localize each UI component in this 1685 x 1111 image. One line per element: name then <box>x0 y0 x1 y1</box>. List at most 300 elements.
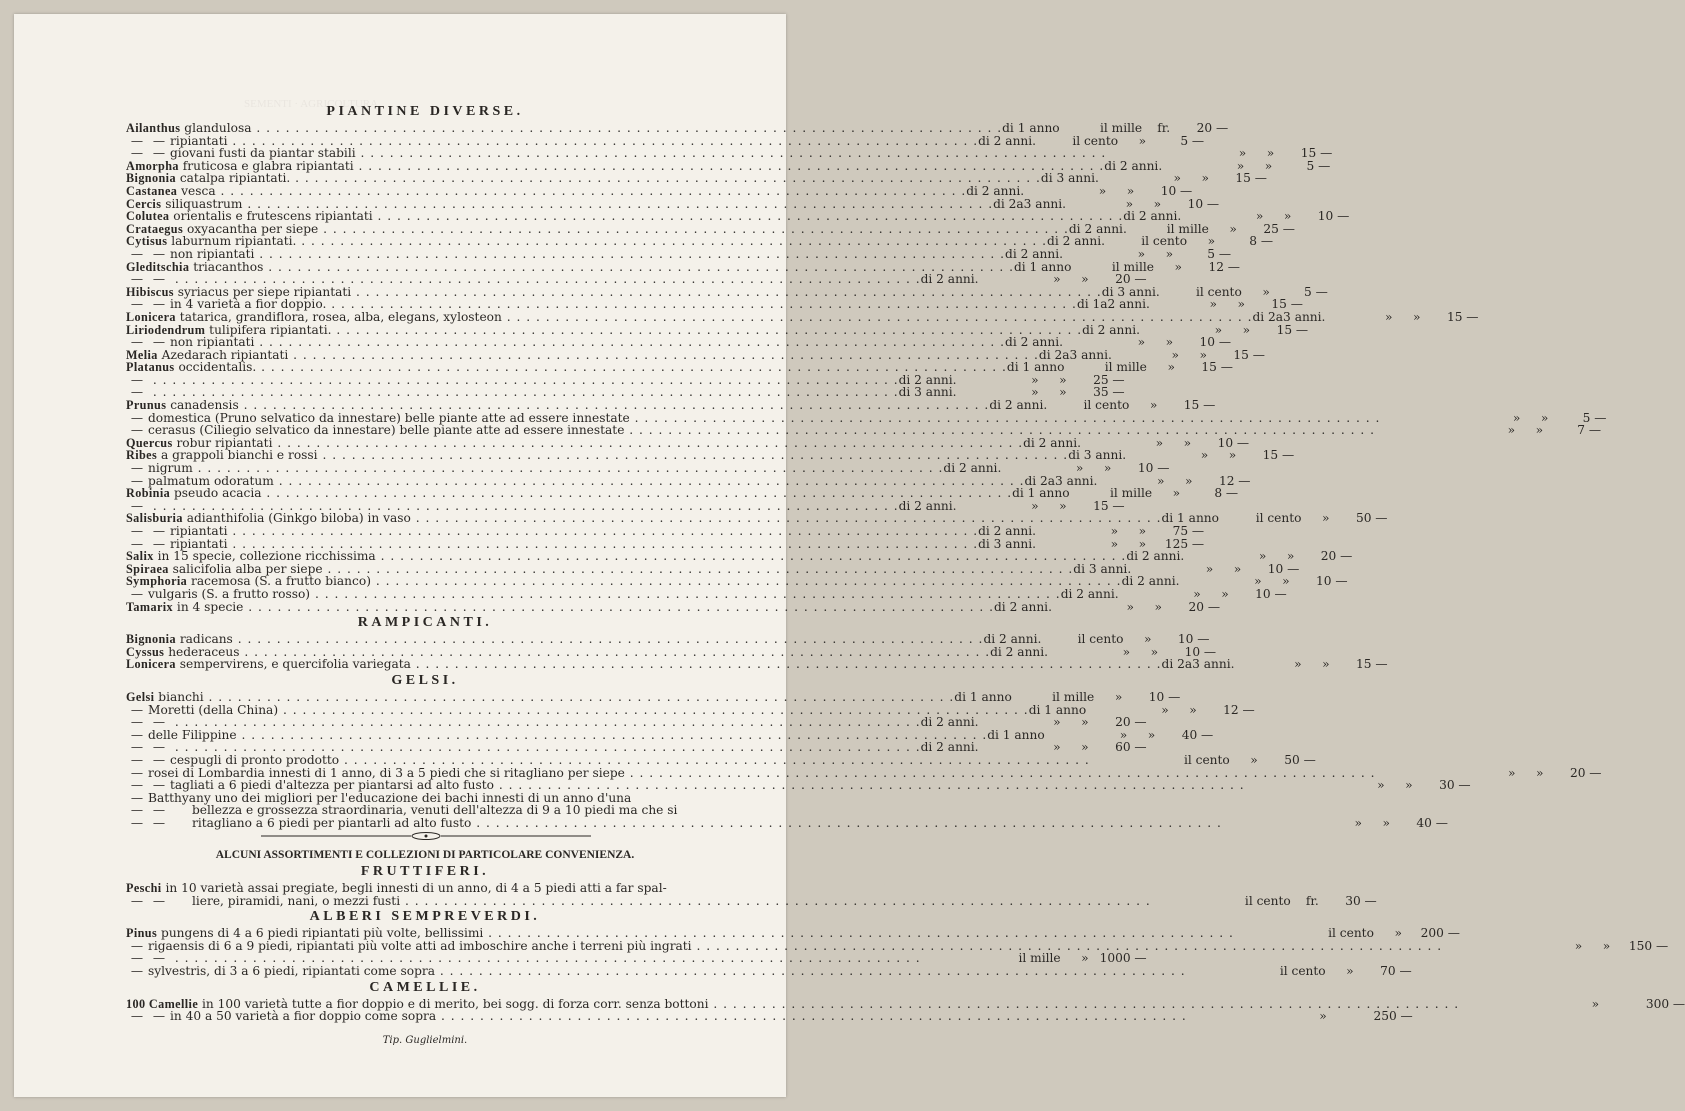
item-price: 10 <box>1317 209 1334 224</box>
item-text: sylvestris, di 3 a 6 piedi, ripiantati come sopra <box>148 964 436 979</box>
ditto-dash: — <box>130 765 144 780</box>
genus-name: Quercus <box>126 435 173 450</box>
price-dash: — <box>1157 461 1170 476</box>
item-text: in 100 varietà tutte a fior doppio e di merito, bei sogg. di forza corr. senza bottoni <box>202 996 709 1011</box>
item-text: canadensis <box>170 398 239 413</box>
item-age: di 1 anno <box>954 689 1012 704</box>
price-dash: — <box>1238 473 1251 488</box>
item-text: vulgaris (S. a frutto rosso) <box>148 586 311 601</box>
item-quantity: » <box>1075 461 1084 476</box>
price-dash: — <box>1594 410 1607 425</box>
item-price: 7 <box>1577 423 1586 438</box>
item-price: 200 <box>1420 926 1444 941</box>
item-currency: » <box>1346 964 1354 979</box>
item-price: 25 <box>1263 221 1279 236</box>
genus-name: Cytisus <box>126 234 168 249</box>
item-age: di 2 anni. <box>1005 246 1063 261</box>
item-quantity: » <box>1031 498 1039 513</box>
item-currency: » <box>1602 938 1611 953</box>
item-quantity: » <box>1238 146 1247 161</box>
item-description <box>126 895 1151 908</box>
item-currency: » <box>1394 926 1402 941</box>
item-currency: » <box>1059 498 1067 513</box>
item-price: 5 <box>1304 284 1312 299</box>
item-price: 10 <box>1255 586 1271 601</box>
price-dash: — <box>1320 146 1333 161</box>
price-dash: — <box>1112 385 1125 400</box>
item-text: oxyacantha per siepe <box>186 221 319 236</box>
price-dash: — <box>1134 740 1147 755</box>
item-text: in 4 varietà a fior doppio. <box>170 297 327 312</box>
ditto-dash: — <box>130 498 144 513</box>
item-price: 20 <box>1196 121 1213 135</box>
item-quantity: » <box>1236 158 1245 173</box>
item-text: pseudo acacia <box>174 486 262 501</box>
item-currency: » <box>1264 158 1273 173</box>
item-age: di 2 anni. <box>983 632 1042 647</box>
price-dash: — <box>1207 599 1220 614</box>
item-text: ripiantati <box>170 133 228 148</box>
genus-name: Castanea <box>126 183 178 198</box>
item-text: ripiantati <box>170 524 228 538</box>
price-dash: — <box>1340 549 1353 564</box>
item-quantity: il cento <box>1183 752 1230 767</box>
item-quantity: il mille <box>1111 259 1154 274</box>
item-text: triacanthos <box>193 259 264 274</box>
item-text: tulipifera ripiantati. <box>209 322 332 337</box>
item-text: palmatum odoratum <box>148 473 274 488</box>
item-price: 10 <box>1199 335 1216 350</box>
item-price: 300 <box>1645 996 1670 1011</box>
ditto-dash: — <box>152 146 166 161</box>
item-price: 1000 <box>1099 951 1131 966</box>
genus-name: Ailanthus <box>126 121 181 135</box>
section-title-fruttiferi: FRUTTIFERI. <box>360 864 490 880</box>
item-age: di 2 anni. <box>1082 322 1141 337</box>
item-quantity: » <box>1053 272 1061 287</box>
item-quantity: » <box>1507 765 1516 780</box>
price-dash: — <box>1303 752 1316 767</box>
item-age: di 1 anno <box>1013 259 1072 274</box>
section-fruttiferi <box>126 881 1377 908</box>
item-quantity: il cento <box>1196 284 1242 299</box>
ditto-dash: — <box>152 297 166 312</box>
item-currency: » <box>1233 561 1242 576</box>
item-price: 15 <box>1201 360 1217 375</box>
price-dash: — <box>1282 448 1295 463</box>
item-quantity: » <box>1110 524 1119 538</box>
item-quantity: » <box>1125 196 1134 211</box>
item-age: di 3 anni. <box>898 385 957 400</box>
genus-name: Symphoria <box>126 574 188 589</box>
item-quantity: il cento <box>1255 511 1302 526</box>
item-price: 60 <box>1115 740 1131 755</box>
ditto-dash: — <box>130 715 144 730</box>
ditto-dash: — <box>130 246 144 261</box>
ditto-dash: — <box>152 752 166 767</box>
item-age: di 2 anni. <box>1126 549 1185 564</box>
item-age: di 1a2 anni. <box>1076 297 1150 312</box>
genus-name: Ribes <box>126 448 158 463</box>
item-price: 50 <box>1284 752 1300 767</box>
price-dash: — <box>1180 183 1193 198</box>
ditto-dash: — <box>130 473 144 488</box>
item-age: di 2 anni. <box>1068 221 1127 236</box>
item-text: nigrum <box>148 461 193 476</box>
genus-name: Platanus <box>126 360 175 375</box>
item-currency: » <box>1183 435 1192 450</box>
genus-name: Melia <box>126 347 158 362</box>
ornamental-rule-icon <box>261 831 591 841</box>
item-quantity: » <box>1255 209 1264 224</box>
item-age: di 2 anni. <box>978 524 1037 538</box>
item-quantity: » <box>1156 473 1165 488</box>
item-text: liere, piramidi, nani, o mezzi fusti <box>192 893 401 908</box>
item-description <box>126 633 983 646</box>
item-quantity: » <box>1385 309 1393 324</box>
ditto-dash: — <box>152 715 166 730</box>
item-quantity: » <box>1122 644 1131 659</box>
genus-name: 100 Camellie <box>126 996 199 1011</box>
item-text: in 4 specie <box>176 599 244 614</box>
item-age: di 2 anni. <box>989 398 1048 413</box>
genus-name: Bignonia <box>126 632 176 647</box>
item-text: Moretti (della China) <box>148 702 279 717</box>
item-price: 70 <box>1380 964 1396 979</box>
price-dash: — <box>1220 360 1233 375</box>
item-text: radicans <box>179 632 233 647</box>
ditto-dash: — <box>130 893 144 908</box>
price-dash: — <box>1295 322 1309 337</box>
item-currency: » <box>1262 284 1270 299</box>
item-text: tatarica, grandiflora, rosea, alba, elegans, xylosteon <box>179 309 502 324</box>
item-price: 8 <box>1249 234 1258 249</box>
item-quantity: » <box>1173 171 1181 186</box>
price-dash: — <box>1236 435 1250 450</box>
item-currency: » <box>1059 372 1067 387</box>
ditto-dash: — <box>130 536 144 551</box>
item-quantity: il mille <box>1052 689 1095 704</box>
genus-name: Crataegus <box>126 221 184 236</box>
item-price: 125 <box>1164 536 1189 551</box>
item-text: tagliati a 6 piedi d'altezza per piantarsi ad alto fusto <box>170 778 494 793</box>
item-price: 15 <box>1262 448 1279 463</box>
item-currency: » <box>1167 360 1175 375</box>
item-currency: » <box>1266 146 1275 161</box>
genus-name: Salisburia <box>126 511 183 526</box>
ditto-dash: — <box>130 778 144 793</box>
price-dash: — <box>1260 234 1274 249</box>
item-text: rosei di Lombardia innesti di 1 anno, di 3 a 5 piedi che si ritagliano per siepe <box>148 765 625 780</box>
item-text: ritagliano a 6 piedi per piantarli ad alto fusto <box>192 815 472 830</box>
genus-name: Cercis <box>126 196 162 211</box>
item-age: di 1 anno <box>1161 511 1219 526</box>
price-dash: — <box>1466 309 1479 324</box>
ditto-dash: — <box>130 964 144 979</box>
item-price: 10 <box>1316 574 1332 589</box>
genus-name: Prunus <box>126 398 167 413</box>
ditto-dash: — <box>152 951 166 966</box>
item-text: robur ripiantati <box>176 435 273 450</box>
item-age: di 2 anni. <box>1104 158 1163 173</box>
item-quantity: » <box>1126 599 1134 614</box>
item-quantity: » <box>1258 549 1267 564</box>
item-text: cerasus (Ciliegio selvatico da innestare) belle piante atte ad essere innestate <box>148 423 625 438</box>
item-age: di 2a3 anni. <box>1024 473 1098 488</box>
price-dash: — <box>1435 815 1448 830</box>
item-price: 20 <box>1115 715 1131 730</box>
ditto-dash: — <box>130 297 144 312</box>
ditto-dash: — <box>130 951 144 966</box>
price-dash: — <box>1337 209 1350 224</box>
item-price: 10 <box>1137 461 1154 476</box>
price-dash: — <box>1112 498 1125 513</box>
item-quantity: » <box>1193 586 1201 601</box>
item-currency: » <box>1413 309 1421 324</box>
item-price: 5 <box>1207 246 1216 261</box>
item-quantity: il cento <box>1328 926 1374 941</box>
item-currency: » <box>1282 574 1290 589</box>
item-quantity: » <box>1214 322 1223 337</box>
genus-name: Lonicera <box>126 309 176 324</box>
price-dash: — <box>1201 727 1214 742</box>
item-price: 15 <box>1276 322 1293 337</box>
item-text: hederaceus <box>168 644 240 659</box>
item-text: Azedarach ripiantati <box>161 347 289 362</box>
item-quantity: » <box>1137 335 1146 350</box>
item-currency: » <box>1189 702 1197 717</box>
price-dash: — <box>1218 335 1232 350</box>
price-dash: — <box>1134 951 1147 966</box>
item-currency: » <box>1138 536 1147 551</box>
genus-name: Cyssus <box>126 644 165 659</box>
item-quantity: » <box>1205 561 1214 576</box>
ditto-dash: — <box>130 752 144 767</box>
item-quantity: » <box>1591 996 1600 1011</box>
item-price: 12 <box>1223 702 1239 717</box>
price-dash: — <box>1318 158 1331 173</box>
item-text: in 40 a 50 varietà a fior doppio come sopra <box>170 1009 437 1024</box>
item-quantity: il cento <box>1083 398 1130 413</box>
ditto-dash: — <box>130 803 144 818</box>
item-price: 12 <box>1208 259 1224 274</box>
item-currency: » <box>1174 259 1182 274</box>
item-description <box>126 361 1007 374</box>
price-dash: — <box>1134 715 1147 730</box>
price-dash: — <box>1282 221 1295 236</box>
item-age: di 1 anno <box>1012 486 1070 501</box>
ditto-dash: — <box>130 146 144 161</box>
ditto-dash: — <box>130 461 144 476</box>
item-age: di 2 anni. <box>920 272 979 287</box>
item-text: siliquastrum <box>165 196 243 211</box>
section-title-gelsi: GELSI. <box>391 672 459 688</box>
item-currency: » <box>1382 815 1390 830</box>
list-item <box>126 815 1448 830</box>
item-age: di 3 anni. <box>1068 448 1127 463</box>
ditto-dash: — <box>152 524 166 538</box>
item-quantity: il cento <box>1244 893 1291 908</box>
list-item <box>126 657 1388 672</box>
genus-name: Pinus <box>126 926 158 941</box>
item-description <box>126 1010 1187 1023</box>
item-text: racemosa (S. a frutto bianco) <box>191 574 371 589</box>
genus-name: Bignonia <box>126 171 176 186</box>
item-text: Batthyany uno dei migliori per l'educazione dei bachi innesti di un anno d'una <box>148 790 632 805</box>
item-text: bellezza e grossezza straordinaria, venuti dell'altezza di 9 a 10 piedi ma che si <box>192 803 678 818</box>
genus-name: Salix <box>126 549 154 564</box>
price-list <box>126 102 1685 1047</box>
item-age: di 3 anni. <box>1101 284 1160 299</box>
item-description <box>126 716 921 729</box>
price-dash: — <box>1252 347 1265 362</box>
genus-name: Tamarix <box>126 599 174 614</box>
item-text: ripiantati <box>170 536 228 551</box>
item-text: giovani fusti da piantar stabili <box>170 146 356 161</box>
item-currency: » <box>1201 171 1209 186</box>
price-dash: — <box>1290 297 1303 312</box>
item-price: 10 <box>1160 183 1177 198</box>
item-age: di 3 anni. <box>1073 561 1132 576</box>
item-currency: » <box>1150 644 1159 659</box>
price-dash: — <box>1656 938 1669 953</box>
item-text: fruticosa e glabra ripiantati <box>182 158 354 173</box>
item-price: 75 <box>1172 524 1189 538</box>
item-price: 5 <box>1180 133 1189 148</box>
genus-name: Hibiscus <box>126 284 174 299</box>
item-age: di 2 anni. <box>898 372 957 387</box>
price-dash: — <box>1191 536 1205 551</box>
genus-name: Liriodendrum <box>126 322 206 337</box>
item-description <box>126 487 1012 500</box>
item-price: 25 <box>1093 372 1109 387</box>
genus-name: Colutea <box>126 209 170 224</box>
item-currency: » <box>1165 335 1174 350</box>
item-age: di 2 anni. <box>1123 209 1182 224</box>
ditto-dash: — <box>130 272 144 287</box>
item-description <box>126 424 1375 437</box>
ditto-dash: — <box>130 586 144 601</box>
section-title-piantine: PIANTINE DIVERSE. <box>326 104 524 119</box>
price-dash: — <box>1191 133 1205 148</box>
price-dash: — <box>1400 1009 1413 1024</box>
price-dash: — <box>1227 259 1240 274</box>
price-dash: — <box>1203 644 1217 659</box>
item-quantity: » <box>1031 372 1039 387</box>
genus-name: Gleditschia <box>126 259 190 274</box>
item-price: 5 <box>1582 410 1591 425</box>
item-description <box>126 965 1186 978</box>
ditto-dash: — <box>152 246 166 261</box>
item-quantity: » <box>1254 574 1262 589</box>
ditto-dash: — <box>152 740 166 755</box>
price-dash: — <box>1375 657 1388 672</box>
item-age: di 2 anni. <box>943 461 1002 476</box>
item-price: 8 <box>1214 486 1223 501</box>
item-quantity: il mille <box>1018 951 1061 966</box>
show-through-text: SEMENTI · AGRICOLTURA <box>244 98 379 110</box>
item-currency: » <box>1114 689 1123 704</box>
item-currency: fr. <box>1305 893 1319 908</box>
ditto-dash: — <box>130 815 144 830</box>
price-dash: — <box>1399 964 1412 979</box>
item-description <box>126 525 978 538</box>
item-text: in 15 specie, collezione ricchissima <box>157 549 376 564</box>
ditto-dash: — <box>152 1009 166 1024</box>
item-currency: » <box>1147 727 1156 742</box>
item-price: 10 <box>1267 561 1284 576</box>
price-dash: — <box>1287 561 1300 576</box>
item-age: di 2 anni. <box>994 599 1052 614</box>
item-age: di 2 anni. <box>1005 335 1063 350</box>
item-currency: » <box>1221 586 1229 601</box>
item-text: laburnum ripiantati. <box>171 234 297 249</box>
section-gelsi <box>126 689 1602 830</box>
item-text: syriacus per siepe ripiantati <box>177 284 352 299</box>
item-quantity: » <box>1137 246 1146 261</box>
section-sempreverdi <box>126 926 1669 979</box>
item-currency: » <box>1322 511 1330 526</box>
item-price: 30 <box>1345 893 1361 908</box>
item-currency: » <box>1242 322 1251 337</box>
item-text: pungens di 4 a 6 piedi ripiantati più volte, bellissimi <box>161 926 484 941</box>
item-quantity: » <box>1209 297 1217 312</box>
item-currency: » <box>1199 347 1207 362</box>
item-text: non ripiantati <box>170 246 255 261</box>
item-currency: » <box>1138 524 1147 538</box>
section-title-sempreverdi: ALBERI SEMPREVERDI. <box>309 909 541 925</box>
genus-name: Spiraea <box>126 561 169 576</box>
item-price: 10 <box>1177 632 1194 647</box>
item-currency: » <box>1059 385 1067 400</box>
item-quantity: il cento <box>1279 964 1326 979</box>
section-title-assortimenti: ALCUNI ASSORTIMENTI E COLLEZIONI DI PARTICOLARE CONVENIENZA. <box>215 849 635 862</box>
item-age: di 2 anni. <box>966 183 1025 198</box>
item-age: di 2 anni. <box>1121 574 1180 589</box>
item-age: di 3 anni. <box>978 536 1037 551</box>
item-text: in 10 varietà assai pregiate, begli innesti di un anno, di 4 a 5 piedi atti a far spal- <box>165 881 667 896</box>
item-price: 15 <box>1093 498 1109 513</box>
ditto-dash: — <box>130 372 144 387</box>
item-price: 40 <box>1181 727 1198 742</box>
item-currency: » <box>1207 234 1216 249</box>
item-text: non ripiantati <box>170 335 255 350</box>
list-item <box>126 360 1233 375</box>
ditto-dash: — <box>152 778 166 793</box>
item-text: bianchi <box>158 689 204 704</box>
item-age: di 2a3 anni. <box>993 196 1067 211</box>
item-age: di 2 anni. <box>990 644 1049 659</box>
item-age: di 2 anni. <box>920 740 979 755</box>
item-quantity: » <box>1053 740 1061 755</box>
genus-name: Robinia <box>126 486 171 501</box>
item-price: 35 <box>1093 385 1109 400</box>
ditto-dash: — <box>152 335 166 350</box>
item-price: 15 <box>1356 657 1372 672</box>
item-currency: » <box>1535 423 1544 438</box>
item-price: 15 <box>1271 297 1287 312</box>
item-text: rigaensis di 6 a 9 piedi, ripiantati più volte atti ad imboschire anche i terreni più ingrati <box>148 938 692 953</box>
price-dash: — <box>1242 702 1255 717</box>
item-age: di 1 anno <box>1028 702 1087 717</box>
item-price: 5 <box>1306 158 1315 173</box>
price-dash: — <box>1274 586 1287 601</box>
item-currency: » <box>1149 398 1158 413</box>
item-quantity: » <box>1155 435 1164 450</box>
price-dash: — <box>1197 632 1210 647</box>
item-currency: » <box>1237 297 1245 312</box>
item-quantity: » <box>1354 815 1362 830</box>
